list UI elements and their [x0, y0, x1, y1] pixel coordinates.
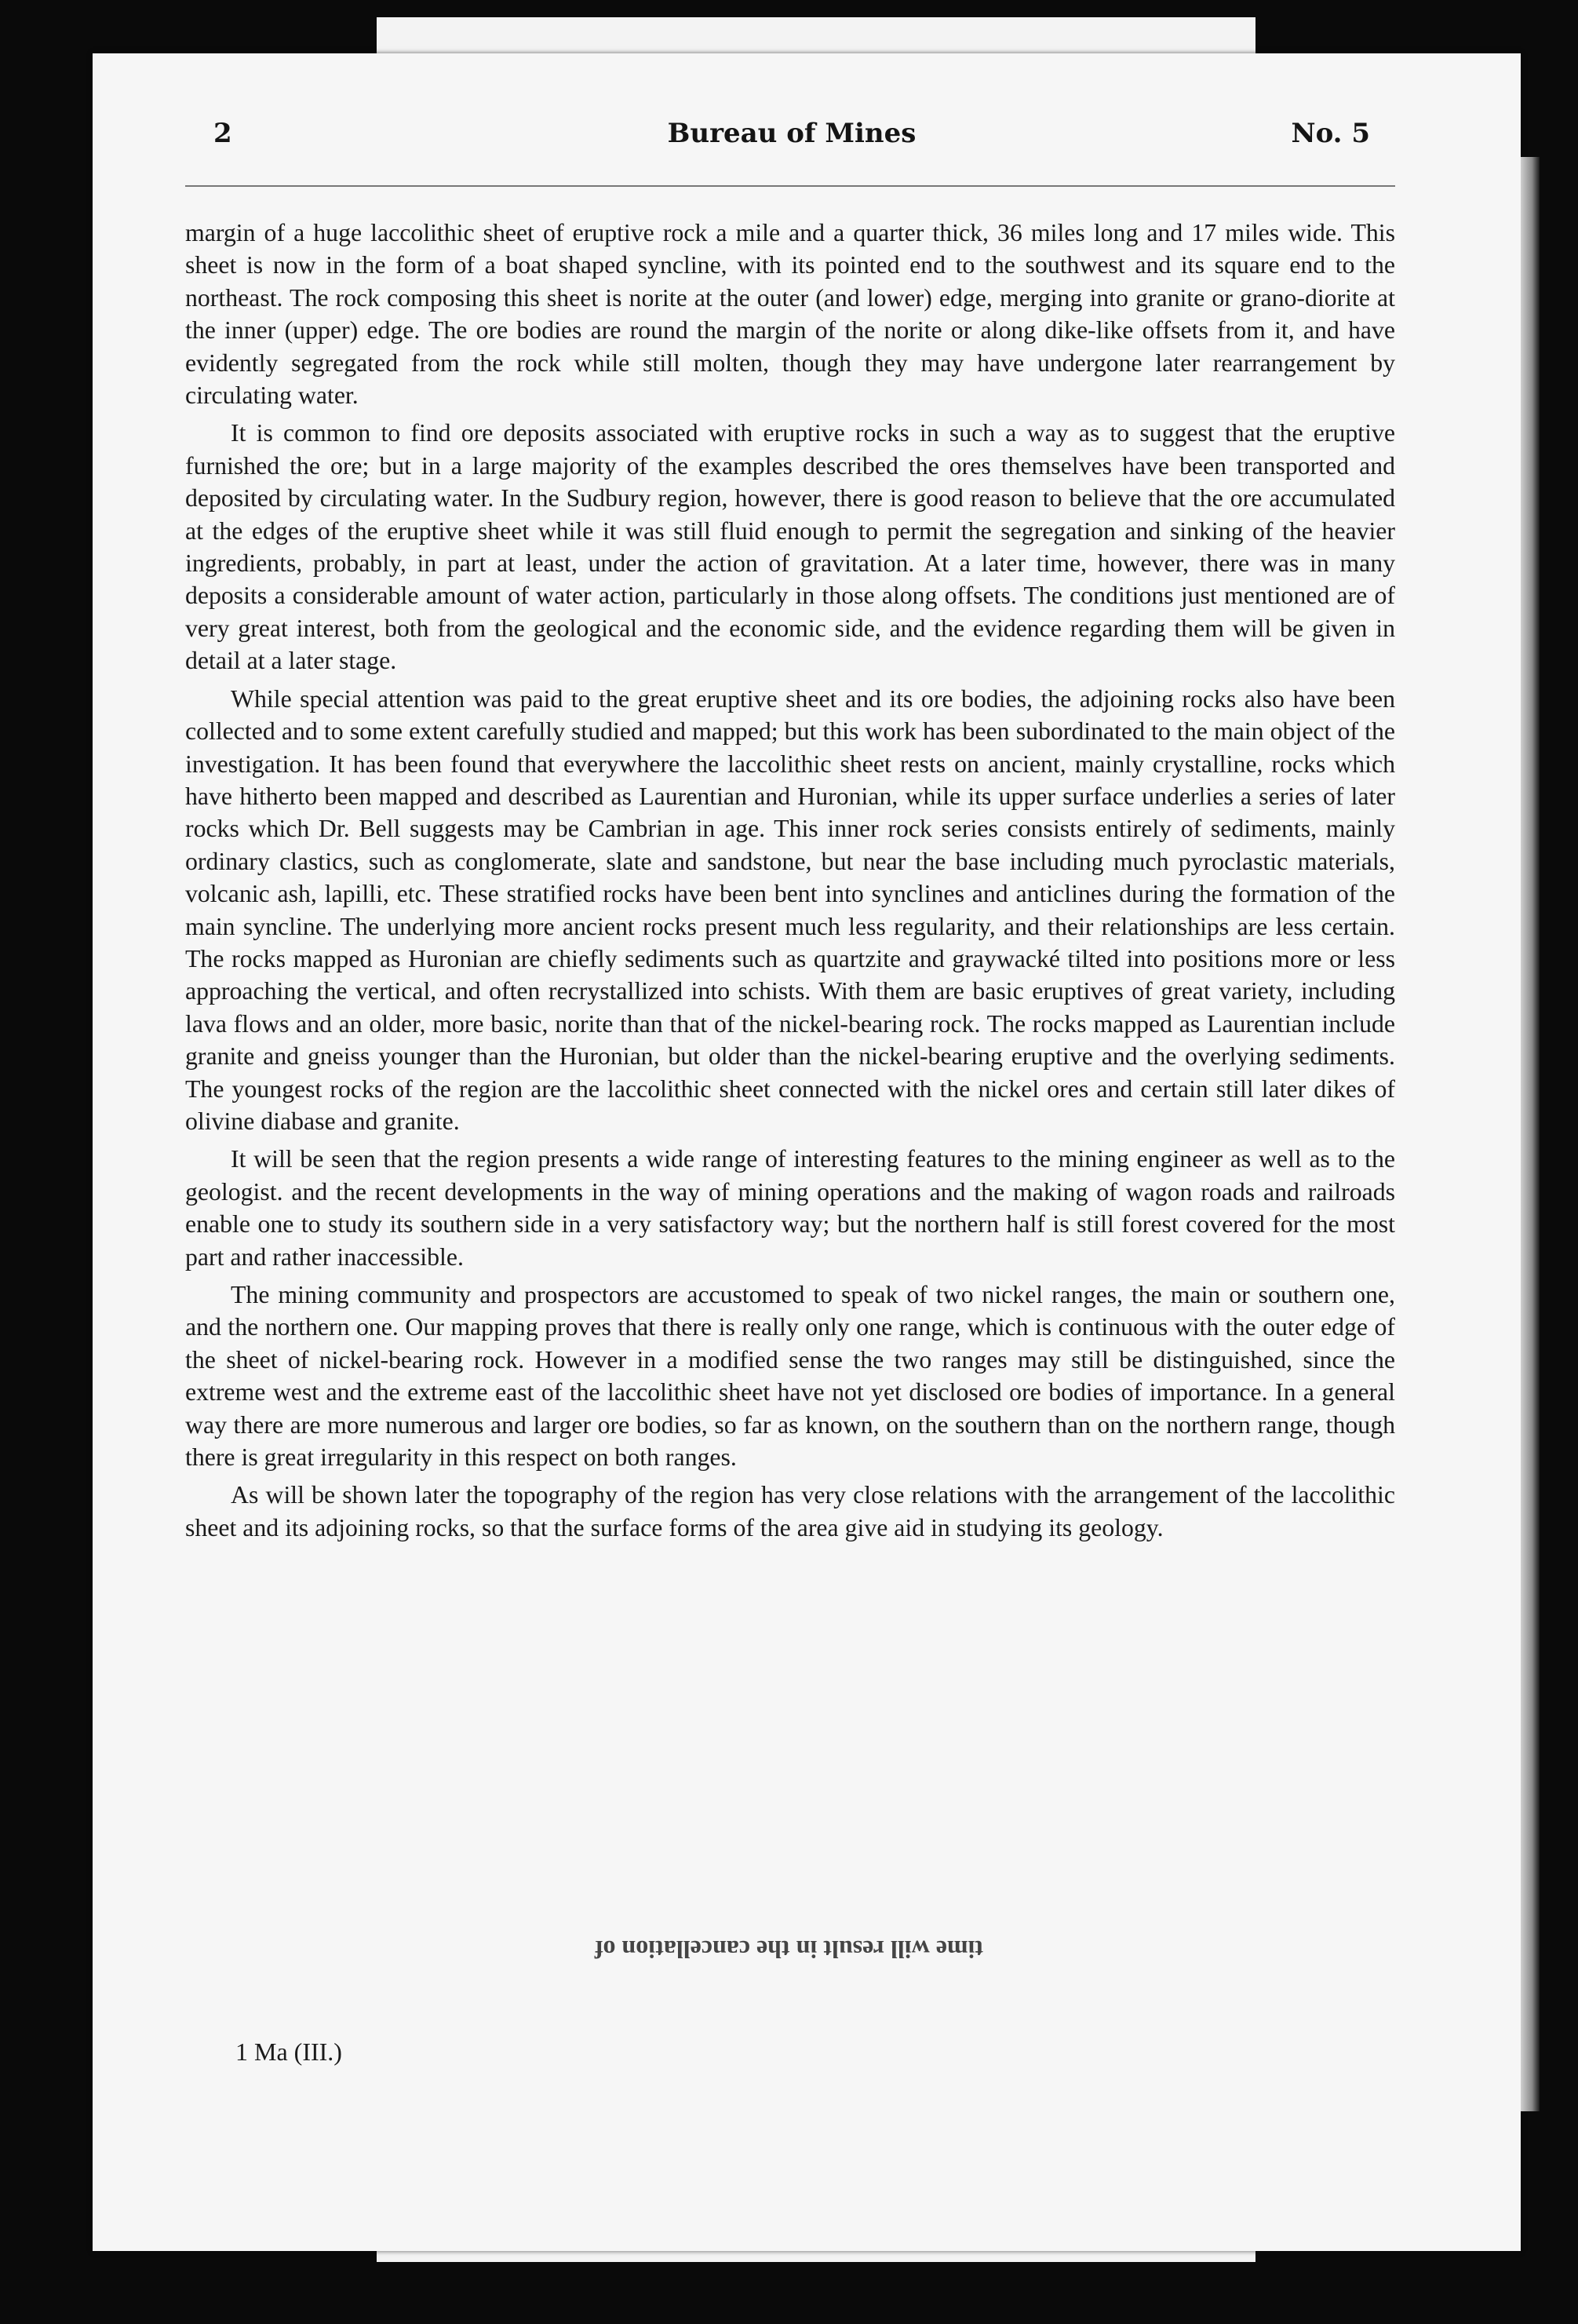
paragraph-3: While special attention was paid to the great eruptive sheet and its ore bodies, the adjoining rocks also have been collected and to some extent carefully studied and mapped; but this work has been subordinated to the main object of the investigation. It has been found that everywhere the laccolithic sheet rests on ancient, mainly crystalline, rocks which have hitherto been mapped and described as Laurentian and Huronian, while its upper surface underlies a series of later rocks which Dr. Bell suggests may be Cambrian in age. This inner rock series consists entirely of sediments, mainly ordinary clastics, such as conglomerate, slate and sandstone, but near the base including much pyroclastic materials, volcanic ash, lapilli, etc. These stratified rocks have been bent into synclines and anticlines during the formation of the main syncline. The underlying more ancient rocks present much less regularity, and their relationships are less certain. The rocks mapped as Huronian are chiefly sediments such as quartzite and graywacké tilted into positions more or less approaching the vertical, and often recrystallized into schists. With them are basic eruptives of great variety, including lava flows and an older, more basic, norite than that of the nickel-bearing rock. The rocks mapped as Laurentian include granite and gneiss younger than the Huronian, but older than the nickel-bearing eruptive and the overlying sediments. The youngest rocks of the region are the laccolithic sheet connected with the nickel ores and certain still later dikes of olivine diabase and granite.: [185, 684, 1395, 1135]
signature-mark: 1 Ma (III.): [235, 2038, 342, 2066]
paragraph-2: It is common to find ore deposits associated with eruptive rocks in such a way as to suggest that the eruptive furnished the ore; but in a large majority of the examples described the ores themselves have been transported and deposited by circulating water. In the Sudbury region, however, there is good reason to believe that the ore accumulated at the edges of the eruptive sheet while it was still fluid enough to permit the segregation and sinking of the heavier ingredients, probably, in part at least, under the action of gravitation. At a later time, however, there was in many deposits a considerable amount of water action, particularly in those along offsets. The conditions just mentioned are of very great interest, both from the geological and the economic side, and the evidence regarding them will be given in detail at a later stage.: [185, 419, 1395, 675]
paragraph-4: It will be seen that the region presents a wide range of interesting features to the mining engineer as well as to the geologist. and the recent developments in the way of mining operations and the making of wagon roads and railroads enable one to study its southern side in a very satisfactory way; but the northern half is still forest covered for the most part and rather inaccessible.: [185, 1145, 1395, 1271]
issue-number: No. 5: [1291, 118, 1370, 149]
body-text: [185, 217, 1395, 1549]
bleed-through-text: time will result in the cancellation of: [594, 1935, 984, 1964]
paragraph-1: margin of a huge laccolithic sheet of eruptive rock a mile and a quarter thick, 36 miles long and 17 miles wide. This sheet is now in the form of a boat shaped syncline, with its pointed end to the southwest and its square end to the northeast. The rock composing this sheet is norite at the outer (and lower) edge, merging into granite or grano-diorite at the inner (upper) edge. The ore bodies are round the margin of the norite or along dike-like offsets from it, and have evidently segregated from the rock while still molten, though they may have undergone later rearrangement by circulating water.: [185, 219, 1395, 410]
page-edge-shadow: [1521, 157, 1540, 2111]
paragraph-6: As will be shown later the topography of the region has very close relations with the arrangement of the laccolithic sheet and its adjoining rocks, so that the surface forms of the area give aid in studying its geology.: [185, 1481, 1395, 1541]
header-rule: [185, 185, 1395, 187]
page-number: 2: [213, 118, 232, 149]
paragraph-5: The mining community and prospectors are accustomed to speak of two nickel ranges, the main or southern one, and the northern one. Our mapping proves that there is really only one range, which is continuous with the outer edge of the sheet of nickel-bearing rock. However in a modified sense the two ranges may still be distinguished, since the extreme west and the extreme east of the laccolithic sheet have not yet disclosed ore bodies of importance. In a general way there are more numerous and larger ore bodies, so far as known, on the southern than on the northern range, though there is great irregularity in this respect on both ranges.: [185, 1281, 1395, 1472]
running-title: Bureau of Mines: [667, 118, 917, 149]
page-header: [213, 118, 1370, 162]
